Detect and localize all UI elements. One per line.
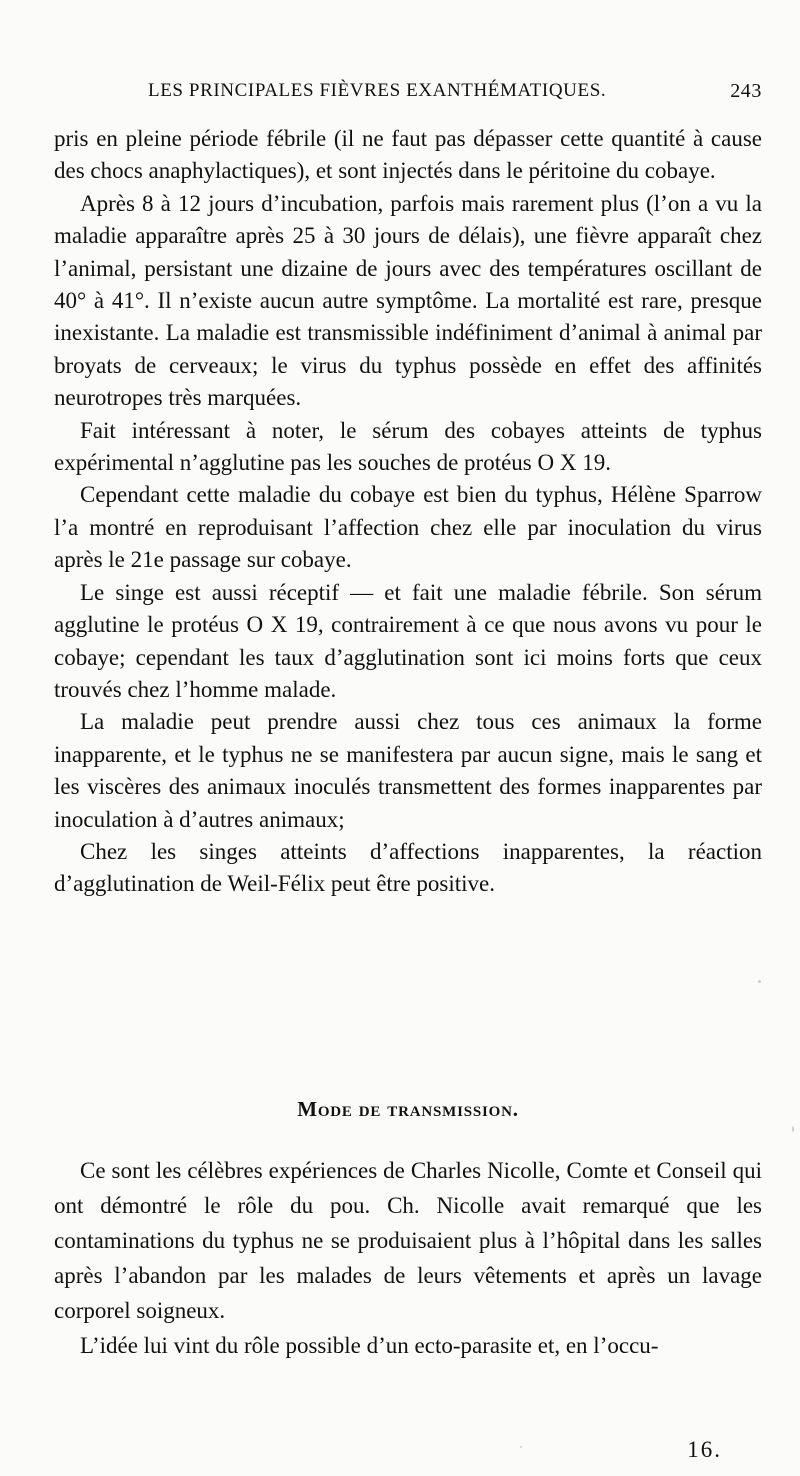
paragraph-5: Le singe est aussi réceptif — et fait une maladie fébrile. Son sérum agglutine le protéus O X 19, contrairement à ce que nous avons vu pour le cobaye; cependant les taux d’agglutination sont ici moins forts que ceux trouvés chez l’homme malade. [54, 579, 762, 702]
paragraph-1: pris en pleine période fébrile (il ne faut pas dépasser cette quantité à cause des chocs anaphylactiques), et sont injectés dans le péritoine du cobaye. [54, 126, 762, 184]
page-number: 243 [730, 80, 762, 102]
section-paragraph-1: Ce sont les célèbres expériences de Charles Nicolle, Comte et Conseil qui ont démontré le rôle du pou. Ch. Nicolle avait remarqué que les contaminations du typhus ne se produisaient plus à l’hôpital dans les salles après l’abandon par les malades de leurs vêtements et après un lavage corporel soigneux. [54, 1158, 762, 1323]
paragraph-7: Chez les singes atteints d’affections inapparentes, la réaction d’agglutination de Weil-Félix peut être positive. [54, 838, 762, 897]
paragraph-3: Fait intéressant à noter, le sérum des cobayes atteints de typhus expérimental n’agglutine pas les souches de protéus O X 19. [54, 417, 762, 476]
paragraph-2: Après 8 à 12 jours d’incubation, parfois mais rarement plus (l’on a vu la maladie apparaître après 25 à 30 jours de délais), une fièvre apparaît chez l’animal, persistant une dizaine de jours avec des températures oscillant de 40° à 41°. Il n’existe aucun autre symptôme. La mortalité est rare, presque inexistante. La maladie est transmissible indéfiniment d’animal à animal par broyats de cerveaux; le virus du typhus possède en effet des affinités neurotropes très marquées. [54, 190, 762, 411]
paragraph-6: La maladie peut prendre aussi chez tous ces animaux la forme inapparente, et le typhus ne se manifestera par aucun signe, mais le sang et les viscères des animaux inoculés transmettent des formes inapparentes par inoculation à d’autres animaux; [54, 709, 762, 832]
paper-speck [758, 980, 761, 983]
paragraph-4: Cependant cette maladie du cobaye est bien du typhus, Hélène Sparrow l’a montré en reproduisant l’affection chez elle par inoculation du virus après le 21e passage sur cobaye. [54, 482, 762, 573]
running-header [54, 80, 762, 106]
paper-speck [792, 1126, 794, 1132]
paper-speck [520, 1446, 522, 1448]
section-text [54, 1153, 762, 1363]
main-text [54, 123, 762, 901]
running-title: LES PRINCIPALES FIÈVRES EXANTHÉMATIQUES. [148, 80, 607, 101]
section-paragraph-2: L’idée lui vint du rôle possible d’un ecto-parasite et, en l’occu- [80, 1333, 659, 1358]
signature-mark: 16. [687, 1437, 722, 1462]
section-heading: Mode de transmission. [297, 1097, 519, 1121]
